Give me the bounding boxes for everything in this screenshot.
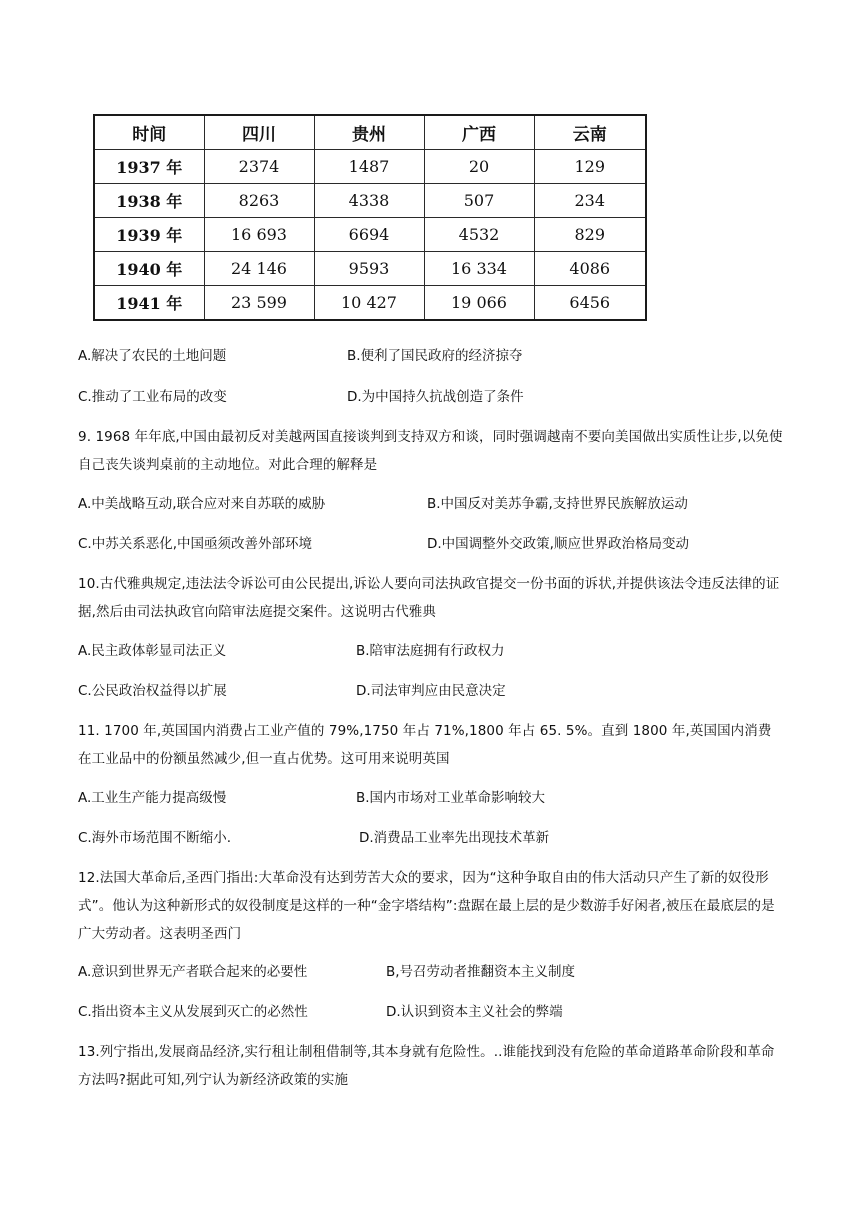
q8-option-c[interactable]: C.推动了工业布局的改变	[78, 389, 227, 405]
table-cell: 6694	[314, 218, 424, 252]
q9-option-b[interactable]: B.中国反对美苏争霸,支持世界民族解放运动	[427, 496, 688, 512]
table-header-cell: 广西	[424, 115, 534, 150]
q12-option-c[interactable]: C.指出资本主义从发展到灭亡的必然性	[78, 1004, 308, 1020]
table-cell: 1940 年	[94, 252, 204, 286]
q9-stem: 9. 1968 年年底,中国由最初反对美越两国直接谈判到支持双方和谈，同时强调越南不要向美国做出实质性让步,以免使自己丧失谈判桌前的主动地位。对此合理的解释是	[78, 429, 783, 473]
q11-option-c[interactable]: C.海外市场范围不断缩小.	[78, 830, 232, 846]
q9-option-d[interactable]: D.中国调整外交政策,顺应世界政治格局变动	[427, 536, 689, 552]
q12-option-d[interactable]: D.认识到资本主义社会的弊端	[386, 1004, 563, 1020]
q12-option-b[interactable]: B,号召劳动者推翻资本主义制度	[386, 964, 576, 980]
table-cell: 1487	[314, 150, 424, 184]
q10-stem: 10.古代雅典规定,违法法令诉讼可由公民提出,诉讼人要向司法执政官提交一份书面的诉状,并提供该法令违反法律的证据,然后由司法执政官向陪审法庭提交案件。这说明古代雅典	[78, 576, 780, 620]
table-row	[94, 218, 646, 252]
table-header-cell: 贵州	[314, 115, 424, 150]
table-cell: 9593	[314, 252, 424, 286]
table-cell: 16 334	[424, 252, 534, 286]
table-cell: 8263	[204, 184, 314, 218]
q11-option-d[interactable]: D.消费品工业率先出现技术革新	[359, 830, 550, 846]
table-cell: 1937 年	[94, 150, 204, 184]
table-cell: 4086	[534, 252, 646, 286]
table-cell: 129	[534, 150, 646, 184]
table-row	[94, 286, 646, 321]
q9-option-a[interactable]: A.中美战略互动,联合应对来自苏联的威胁	[78, 496, 326, 512]
q8-option-b[interactable]: B.便利了国民政府的经济掠夺	[347, 348, 523, 364]
table-header-row	[94, 115, 646, 150]
table-row	[94, 150, 646, 184]
q12-stem: 12.法国大革命后,圣西门指出:大革命没有达到劳苦大众的要求，因为“这种争取自由的伟大活动只产生了新的奴役形式”。他认为这种新形式的奴役制度是这样的一种“金字塔结构”:盘踞在最上层的是少数游手好闲者,被压在最底层的是广大劳动者。这表明圣西门	[78, 870, 775, 942]
q11-options-row-2	[78, 828, 798, 848]
table-cell: 829	[534, 218, 646, 252]
table-cell: 6456	[534, 286, 646, 321]
table-cell: 4532	[424, 218, 534, 252]
q13-stem: 13.列宁指出,发展商品经济,实行租让制租借制等,其本身就有危险性。..谁能找到没有危险的革命道路革命阶段和革命方法吗?据此可知,列宁认为新经济政策的实施	[78, 1044, 775, 1088]
q11-stem: 11. 1700 年,英国国内消费占工业产值的 79%,1750 年占 71%,1800 年占 65. 5%。直到 1800 年,英国国内消费在工业品中的份额虽然减少,但一直占优势。这可用来说明英国	[78, 723, 772, 767]
q9-options-row-1	[78, 494, 798, 514]
q10-options-row-2	[78, 681, 798, 701]
q12-options-row-1	[78, 962, 798, 982]
table-cell: 4338	[314, 184, 424, 218]
q11-option-a[interactable]: A.工业生产能力提高级慢	[78, 790, 227, 806]
table-row	[94, 184, 646, 218]
q10-option-a[interactable]: A.民主政体彰显司法正义	[78, 643, 227, 659]
table-row	[94, 252, 646, 286]
q11-option-b[interactable]: B.国内市场对工业革命影响较大	[356, 790, 546, 806]
q10-option-b[interactable]: B.陪审法庭拥有行政权力	[356, 643, 505, 659]
table-cell: 20	[424, 150, 534, 184]
industry-data-table	[93, 114, 647, 321]
q12-option-a[interactable]: A.意识到世界无产者联合起来的必要性	[78, 964, 308, 980]
table-cell: 507	[424, 184, 534, 218]
q9-option-c[interactable]: C.中苏关系恶化,中国亟须改善外部环境	[78, 536, 313, 552]
table-cell: 24 146	[204, 252, 314, 286]
table-cell: 2374	[204, 150, 314, 184]
q10-option-c[interactable]: C.公民政治权益得以扩展	[78, 683, 227, 699]
table-cell: 1941 年	[94, 286, 204, 321]
q10-option-d[interactable]: D.司法审判应由民意决定	[356, 683, 506, 699]
q10-options-row-1	[78, 641, 798, 661]
q8-option-a[interactable]: A.解决了农民的土地问题	[78, 348, 227, 364]
q8-option-d[interactable]: D.为中国持久抗战创造了条件	[347, 389, 524, 405]
q8-options-row-1	[78, 346, 798, 366]
table-header-cell: 云南	[534, 115, 646, 150]
table-cell: 23 599	[204, 286, 314, 321]
q12-options-row-2	[78, 1002, 798, 1022]
table-cell: 234	[534, 184, 646, 218]
table-cell: 1938 年	[94, 184, 204, 218]
table-cell: 10 427	[314, 286, 424, 321]
q9-options-row-2	[78, 534, 798, 554]
table-cell: 16 693	[204, 218, 314, 252]
q11-options-row-1	[78, 788, 798, 808]
table-header-cell: 时间	[94, 115, 204, 150]
table-header-cell: 四川	[204, 115, 314, 150]
q8-options-row-2	[78, 387, 798, 407]
table-cell: 19 066	[424, 286, 534, 321]
table-cell: 1939 年	[94, 218, 204, 252]
